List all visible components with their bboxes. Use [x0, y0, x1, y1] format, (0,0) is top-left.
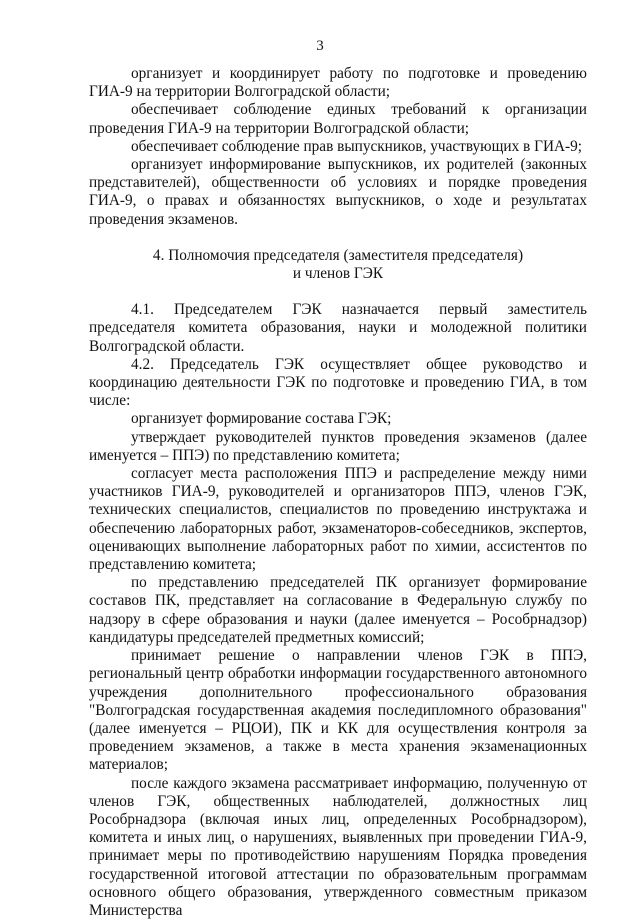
page-number: 3 — [316, 38, 324, 54]
paragraph: обеспечивает соблюдение единых требований к организации проведения ГИА-9 на территории Волгоградской области; — [89, 101, 587, 137]
section-heading-line: 4. Полномочия председателя (заместителя председателя) — [152, 246, 524, 264]
paragraph: утверждает руководителей пунктов проведения экзаменов (далее именуется – ППЭ) по представлению комитета; — [89, 428, 587, 464]
paragraph: 4.1. Председателем ГЭК назначается первый заместитель председателя комитета образования, науки и молодежной политики Волгоградской области. — [89, 301, 587, 355]
section-heading-line: и членов ГЭК — [292, 265, 384, 283]
document-body — [89, 65, 587, 920]
paragraph: организует и координирует работу по подготовке и проведению ГИА-9 на территории Волгоградской области; — [89, 65, 587, 101]
paragraph: обеспечивает соблюдение прав выпускников, участвующих в ГИА-9; — [131, 137, 583, 155]
paragraph: принимает решение о направлении членов ГЭК в ППЭ, региональный центр обработки информации государственного автономного учреждения дополнительного профессионального образования "Волгоградская государственная академия последипломного образования" (далее именуется – РЦОИ), ПК и КК для осуществления контроля за проведением экзаменов, а также в места хранения экзаменационных материалов; — [89, 647, 587, 774]
paragraph: организует информирование выпускников, их родителей (законных представителей), общественности об условиях и порядке проведения ГИА-9, о правах и обязанностях выпускников, о ходе и результатах проведения экзаменов. — [89, 156, 587, 228]
paragraph: по представлению председателей ПК организует формирование составов ПК, представляет на согласование в Федеральную службу по надзору в сфере образования и науки (далее именуется – Рособрнадзор) кандидатуры председателей предметных комиссий; — [89, 574, 587, 646]
paragraph: после каждого экзамена рассматривает информацию, полученную от членов ГЭК, общественных наблюдателей, должностных лиц Рособрнадзора (включая иных лиц, определенных Рособрнадзором), комитета и иных лиц, о нарушениях, выявленных при проведении ГИА-9, принимает меры по противодействию нарушениям Порядка проведения государственной итоговой аттестации по образовательным программам основного общего образования, утвержденного совместным приказом Министерства — [89, 774, 587, 919]
paragraph: организует формирование состава ГЭК; — [131, 410, 392, 428]
paragraph: 4.2. Председатель ГЭК осуществляет общее руководство и координацию деятельности ГЭК по подготовке и проведению ГИА, в том числе: — [89, 355, 587, 410]
paragraph: согласует места расположения ППЭ и распределение между ними участников ГИА-9, руководителей и организаторов ППЭ, членов ГЭК, технических специалистов, специалистов по проведению инструктажа и обеспечению лабораторных работ, экзаменаторов-собеседников, экспертов, оценивающих выполнение лабораторных работ по химии, ассистентов по представлению комитета; — [89, 465, 587, 574]
section-heading — [89, 229, 587, 301]
